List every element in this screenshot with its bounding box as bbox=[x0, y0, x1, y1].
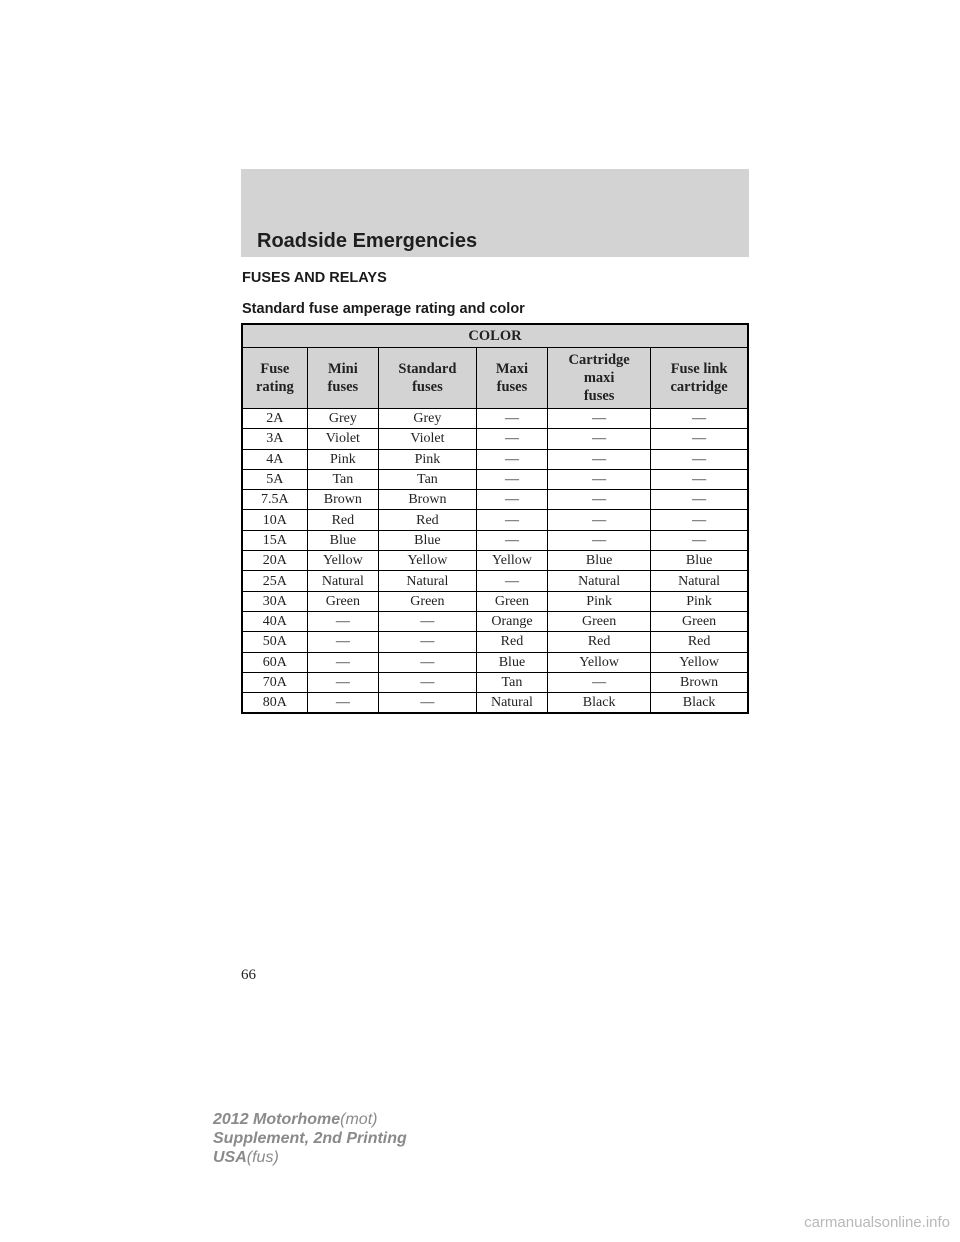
table-cell: Red bbox=[651, 632, 748, 652]
table-cell: — bbox=[548, 672, 651, 692]
table-cell: — bbox=[548, 490, 651, 510]
table-cell: 5A bbox=[242, 469, 307, 489]
column-header bbox=[242, 348, 307, 409]
table-row bbox=[242, 632, 748, 652]
table-cell: 2A bbox=[242, 409, 307, 429]
table-cell: Natural bbox=[307, 571, 378, 591]
table-cell: Grey bbox=[378, 409, 476, 429]
table-cell: — bbox=[651, 530, 748, 550]
footer-line-2: Supplement, 2nd Printing bbox=[213, 1130, 407, 1147]
table-row bbox=[242, 530, 748, 550]
table-cell: Yellow bbox=[476, 551, 547, 571]
table-cell: Grey bbox=[307, 409, 378, 429]
table-cell: Yellow bbox=[651, 652, 748, 672]
table-row bbox=[242, 551, 748, 571]
column-header-line: Mini bbox=[327, 361, 358, 377]
table-cell: Blue bbox=[476, 652, 547, 672]
table-row bbox=[242, 429, 748, 449]
table-cell: Green bbox=[307, 591, 378, 611]
table-cell: — bbox=[548, 469, 651, 489]
table-cell: Brown bbox=[307, 490, 378, 510]
table-cell: Pink bbox=[548, 591, 651, 611]
table-cell: — bbox=[476, 469, 547, 489]
column-header bbox=[476, 348, 547, 409]
column-header-line: rating bbox=[255, 379, 294, 395]
table-cell: Blue bbox=[307, 530, 378, 550]
table-cell: Blue bbox=[548, 551, 651, 571]
table-cell: Brown bbox=[651, 672, 748, 692]
table-title: Standard fuse amperage rating and color bbox=[242, 301, 525, 317]
page-number: 66 bbox=[241, 967, 256, 983]
table-cell: Black bbox=[651, 693, 748, 714]
table-cell: Yellow bbox=[378, 551, 476, 571]
table-row bbox=[242, 510, 748, 530]
table-cell: — bbox=[307, 672, 378, 692]
column-header bbox=[548, 348, 651, 409]
table-cell: 80A bbox=[242, 693, 307, 714]
column-header bbox=[378, 348, 476, 409]
table-cell: — bbox=[548, 530, 651, 550]
table-cell: — bbox=[651, 490, 748, 510]
column-header-line: fuses bbox=[583, 388, 615, 404]
column-header-line: Fuse link bbox=[670, 361, 728, 377]
column-header-line: Fuse bbox=[260, 361, 290, 377]
table-cell: Tan bbox=[378, 469, 476, 489]
footer-line-3: USA(fus) bbox=[213, 1149, 279, 1166]
table-cell: Orange bbox=[476, 611, 547, 631]
table-cell: Red bbox=[378, 510, 476, 530]
table-cell: 70A bbox=[242, 672, 307, 692]
table-cell: — bbox=[548, 409, 651, 429]
table-cell: Violet bbox=[378, 429, 476, 449]
table-cell: — bbox=[476, 409, 547, 429]
table-cell: — bbox=[651, 409, 748, 429]
table-cell: Red bbox=[476, 632, 547, 652]
table-cell: Natural bbox=[378, 571, 476, 591]
table-cell: 10A bbox=[242, 510, 307, 530]
table-cell: — bbox=[307, 632, 378, 652]
column-header bbox=[307, 348, 378, 409]
fuse-color-table bbox=[241, 323, 749, 714]
color-group-header: COLOR bbox=[242, 324, 748, 348]
table-cell: Green bbox=[476, 591, 547, 611]
table-cell: Pink bbox=[307, 449, 378, 469]
table-cell: Natural bbox=[548, 571, 651, 591]
table-cell: Pink bbox=[378, 449, 476, 469]
table-cell: 30A bbox=[242, 591, 307, 611]
table-cell: — bbox=[307, 652, 378, 672]
column-header-line: fuses bbox=[412, 379, 443, 395]
table-row bbox=[242, 449, 748, 469]
column-header-line: maxi bbox=[583, 370, 615, 386]
column-header-line: Cartridge bbox=[568, 352, 630, 368]
table-cell: — bbox=[651, 429, 748, 449]
table-cell: — bbox=[307, 611, 378, 631]
table-row bbox=[242, 571, 748, 591]
table-cell: 20A bbox=[242, 551, 307, 571]
table-cell: Tan bbox=[476, 672, 547, 692]
table-cell: Natural bbox=[651, 571, 748, 591]
table-cell: 40A bbox=[242, 611, 307, 631]
table-cell: — bbox=[651, 449, 748, 469]
table-cell: Red bbox=[307, 510, 378, 530]
table-cell: Pink bbox=[651, 591, 748, 611]
table-cell: — bbox=[651, 469, 748, 489]
table-cell: 15A bbox=[242, 530, 307, 550]
table-cell: — bbox=[476, 510, 547, 530]
column-header bbox=[651, 348, 748, 409]
table-row bbox=[242, 469, 748, 489]
table-cell: — bbox=[548, 449, 651, 469]
table-cell: — bbox=[651, 510, 748, 530]
table-row bbox=[242, 693, 748, 714]
table-row bbox=[242, 490, 748, 510]
table-cell: — bbox=[378, 632, 476, 652]
table-cell: — bbox=[476, 490, 547, 510]
table-cell: 60A bbox=[242, 652, 307, 672]
table-cell: Red bbox=[548, 632, 651, 652]
table-row bbox=[242, 672, 748, 692]
table-cell: — bbox=[476, 449, 547, 469]
table-row bbox=[242, 611, 748, 631]
table-cell: — bbox=[548, 429, 651, 449]
table-cell: 50A bbox=[242, 632, 307, 652]
table-cell: — bbox=[307, 693, 378, 714]
table-cell: Black bbox=[548, 693, 651, 714]
table-row bbox=[242, 409, 748, 429]
section-title: FUSES AND RELAYS bbox=[242, 270, 387, 286]
table-cell: Tan bbox=[307, 469, 378, 489]
table-row bbox=[242, 591, 748, 611]
table-cell: Green bbox=[651, 611, 748, 631]
column-header-line: fuses bbox=[327, 379, 359, 395]
footer-line-1: 2012 Motorhome(mot) bbox=[213, 1111, 378, 1128]
table-cell: Yellow bbox=[548, 652, 651, 672]
table-cell: Blue bbox=[651, 551, 748, 571]
table-cell: — bbox=[378, 611, 476, 631]
table-cell: — bbox=[378, 652, 476, 672]
table-cell: — bbox=[476, 571, 547, 591]
watermark-text: carmanualsonline.info bbox=[804, 1214, 950, 1231]
table-cell: Violet bbox=[307, 429, 378, 449]
table-cell: Natural bbox=[476, 693, 547, 714]
table-cell: 3A bbox=[242, 429, 307, 449]
table-cell: Yellow bbox=[307, 551, 378, 571]
table-row bbox=[242, 652, 748, 672]
chapter-title: Roadside Emergencies bbox=[257, 230, 478, 252]
table-cell: Green bbox=[548, 611, 651, 631]
column-header-line: fuses bbox=[496, 379, 528, 395]
column-header-line: Standard bbox=[398, 361, 457, 377]
table-cell: — bbox=[378, 672, 476, 692]
column-header-line: cartridge bbox=[670, 379, 728, 395]
table-cell: — bbox=[548, 510, 651, 530]
chapter-header-band bbox=[241, 169, 749, 257]
table-cell: — bbox=[476, 429, 547, 449]
table-cell: — bbox=[476, 530, 547, 550]
column-header-line: Maxi bbox=[495, 361, 529, 377]
table-cell: 25A bbox=[242, 571, 307, 591]
table-cell: Green bbox=[378, 591, 476, 611]
document-footer bbox=[213, 1110, 407, 1167]
table-cell: 7.5A bbox=[242, 490, 307, 510]
table-cell: Brown bbox=[378, 490, 476, 510]
table-cell: 4A bbox=[242, 449, 307, 469]
table-cell: Blue bbox=[378, 530, 476, 550]
table-cell: — bbox=[378, 693, 476, 714]
